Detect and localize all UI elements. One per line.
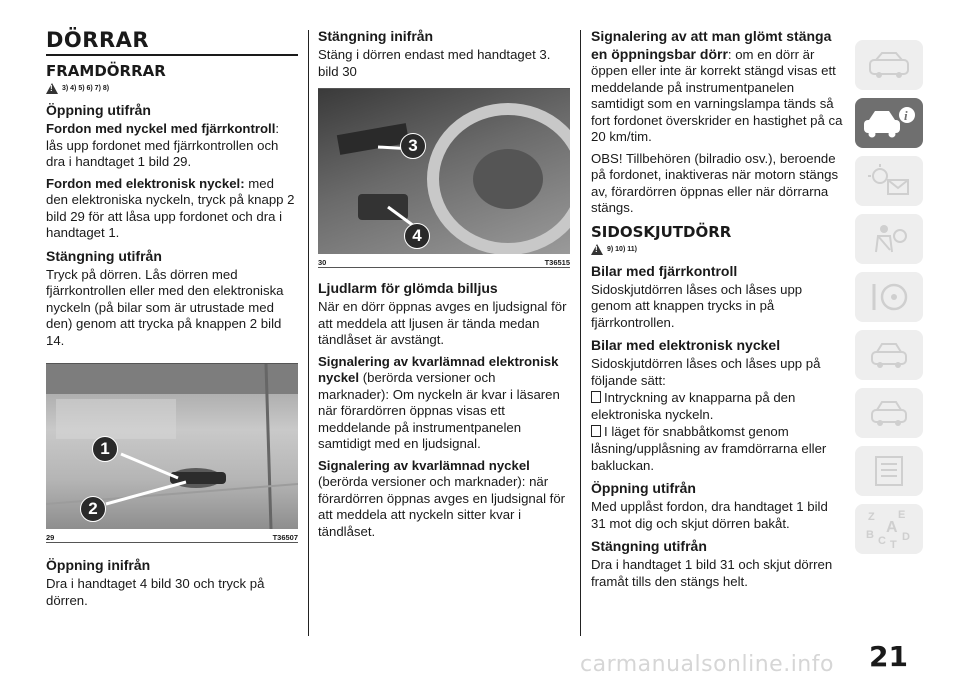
paragraph-electronic-key	[46, 176, 298, 242]
key-reminder-text: (berörda versioner och marknader): när förardörren öppnas avges en ljudsignal för att meddela att nyckeln sitter kvar i tändlåset.	[318, 474, 566, 539]
warning-references	[591, 244, 843, 255]
seatbelt-airbag-icon[interactable]	[855, 214, 923, 264]
heading-open-outside: Öppning utifrån	[46, 102, 151, 118]
figure-number: 29	[46, 533, 55, 542]
electronic-key-reminder-text: (berörda versioner och marknader): Om nyckeln är kvar i läsaren när förardörren öppnas visas ett meddelande på instrumentpanelen samtidigt med en ljudsignal.	[318, 370, 560, 451]
paragraph-close-outside: Dra i handtaget 1 bild 31 och skjut dörren framåt tills den stängs helt.	[591, 557, 833, 589]
figure-code: T36515	[544, 258, 570, 267]
warning-refs-text: 3) 4) 5) 6) 7) 8)	[62, 85, 110, 92]
lights-mail-icon[interactable]	[855, 156, 923, 206]
callout-1: 1	[92, 436, 118, 462]
heading-remote: Bilar med fjärrkontroll	[591, 262, 738, 279]
section-title: DÖRRAR	[46, 28, 150, 52]
index-letter: E	[898, 509, 906, 521]
warning-icon	[591, 244, 603, 255]
index-letter: D	[902, 531, 910, 543]
index-letter: A	[886, 519, 898, 536]
bullet-box-icon	[591, 425, 601, 437]
heading-open-outside: Öppning utifrån	[591, 480, 696, 496]
figure-caption	[46, 529, 298, 542]
index-letters-icon[interactable]	[855, 504, 923, 554]
heading-open-inside: Öppning inifrån	[46, 557, 151, 573]
warning-refs-text: 9) 10) 11)	[607, 245, 637, 253]
bullet-item	[591, 423, 843, 474]
car-info-icon[interactable]	[855, 98, 923, 148]
heading-close-outside: Stängning utifrån	[46, 247, 162, 264]
figure-30	[318, 88, 570, 268]
bullet-box-icon	[591, 391, 601, 403]
car-dashboard-icon[interactable]	[855, 40, 923, 90]
index-letter: T	[890, 539, 897, 551]
heading-close-outside: Stängning utifrån	[591, 538, 707, 554]
subsection-title-front-doors: FRAMDÖRRAR	[46, 62, 166, 80]
paragraph-open-inside: Dra i handtaget 4 bild 30 och tryck på dörren.	[46, 576, 265, 608]
figure-caption	[318, 254, 570, 267]
paragraph-key-reminder	[318, 458, 570, 541]
callout-3: 3	[400, 133, 426, 159]
index-letter: Z	[868, 511, 875, 523]
column-2	[318, 28, 570, 545]
electronic-key-lead: Fordon med elektronisk nyckel:	[46, 175, 245, 191]
door-handle-photo	[46, 364, 298, 529]
paragraph-door-ajar	[591, 28, 843, 146]
heading-light-alarm: Ljudlarm för glömda billjus	[318, 280, 498, 296]
column-divider	[580, 30, 581, 636]
paragraph-electronic-key-reminder	[318, 354, 570, 453]
callout-4: 4	[404, 223, 430, 249]
section-rule	[46, 54, 298, 56]
index-letter: B	[866, 529, 874, 541]
svg-text:i: i	[904, 108, 908, 123]
paragraph-light-alarm: När en dörr öppnas avges en ljudsignal för att meddela att ljusen är tända medan tändlåset är avstängt.	[318, 299, 567, 347]
car-breakdown-icon[interactable]	[855, 330, 923, 380]
door-ajar-lead: Signalering av att man glömt stänga en öppningsbar dörr	[591, 28, 832, 62]
bullet-item	[591, 389, 843, 423]
warning-icon	[46, 83, 58, 94]
remote-key-text: : lås upp fordonet med fjärrkontrollen och dra i handtaget 1 bild 29.	[46, 121, 280, 169]
figure-29	[46, 363, 298, 543]
paragraph-remote: Sidoskjutdörren låses och låses upp genom att knappen trycks in på fjärrkontrollen.	[591, 281, 803, 330]
chapter-sidebar	[855, 40, 925, 562]
page-number: 21	[869, 640, 908, 673]
paragraph-open-outside: Med upplåst fordon, dra handtaget 1 bild 31 mot dig och skjut dörren bakåt.	[591, 499, 828, 531]
watermark: carmanualsonline.info	[580, 652, 834, 677]
remote-key-lead: Fordon med nyckel med fjärrkontroll	[46, 121, 276, 136]
column-divider	[308, 30, 309, 636]
callout-2: 2	[80, 496, 106, 522]
paragraph-close-inside: Stäng i dörren endast med handtaget 3. bild 30	[318, 47, 551, 79]
paragraph-close-outside: Tryck på dörren. Lås dörren med fjärrkontrollen eller med den elektroniska nyckeln (på bilar som är utrustade med den) genom att trycka på knappen 2 bild 14.	[46, 266, 284, 348]
steering-wrench-icon[interactable]	[855, 272, 923, 322]
electronic-key-reminder-lead: Signalering av kvarlämnad elektronisk nyckel	[318, 353, 559, 385]
figure-number: 30	[318, 258, 327, 267]
key-reminder-lead: Signalering av kvarlämnad nyckel	[318, 457, 530, 473]
bullet-text: Intryckning av knapparna på den elektroniska nyckeln.	[591, 390, 796, 422]
index-letter: C	[878, 535, 886, 547]
paragraph-remote-key	[46, 121, 298, 171]
subsection-title-sliding-door: SIDOSKJUTDÖRR	[591, 222, 732, 241]
interior-photo	[318, 89, 570, 254]
index-letters	[864, 509, 914, 549]
figure-code: T36507	[272, 533, 298, 542]
door-ajar-text: : om en dörr är öppen eller inte är korrekt stängd visas ett meddelande på instrumentpanelen samtidigt som en varningslampa tänds så fort fordonet överskrider en hastighet på ca 20 km/tim.	[591, 46, 843, 144]
paragraph-electronic-key: Sidoskjutdörren låses och låses upp på följande sätt:	[591, 356, 821, 388]
warning-references	[46, 83, 298, 94]
interior-illustration	[318, 89, 570, 254]
heading-close-inside: Stängning inifrån	[318, 28, 434, 44]
car-maintenance-icon[interactable]	[855, 388, 923, 438]
column-1	[46, 28, 298, 614]
heading-electronic-key: Bilar med elektronisk nyckel	[591, 337, 781, 353]
electronic-key-text: med den elektroniska nyckeln, tryck på knapp 2 bild 29 för att låsa upp fordonet och dra i handtaget 1.	[46, 175, 295, 240]
column-3	[591, 28, 843, 595]
specs-list-icon[interactable]	[855, 446, 923, 496]
paragraph-accessories-note: OBS! Tillbehören (bilradio osv.), beroende på fordonet, inaktiveras när motorn stängs av, förardörren öppnas eller när dörrarna stängs.	[591, 150, 839, 215]
bullet-text: I läget för snabbåtkomst genom låsning/upplåsning av framdörrarna eller bakluckan.	[591, 424, 827, 473]
